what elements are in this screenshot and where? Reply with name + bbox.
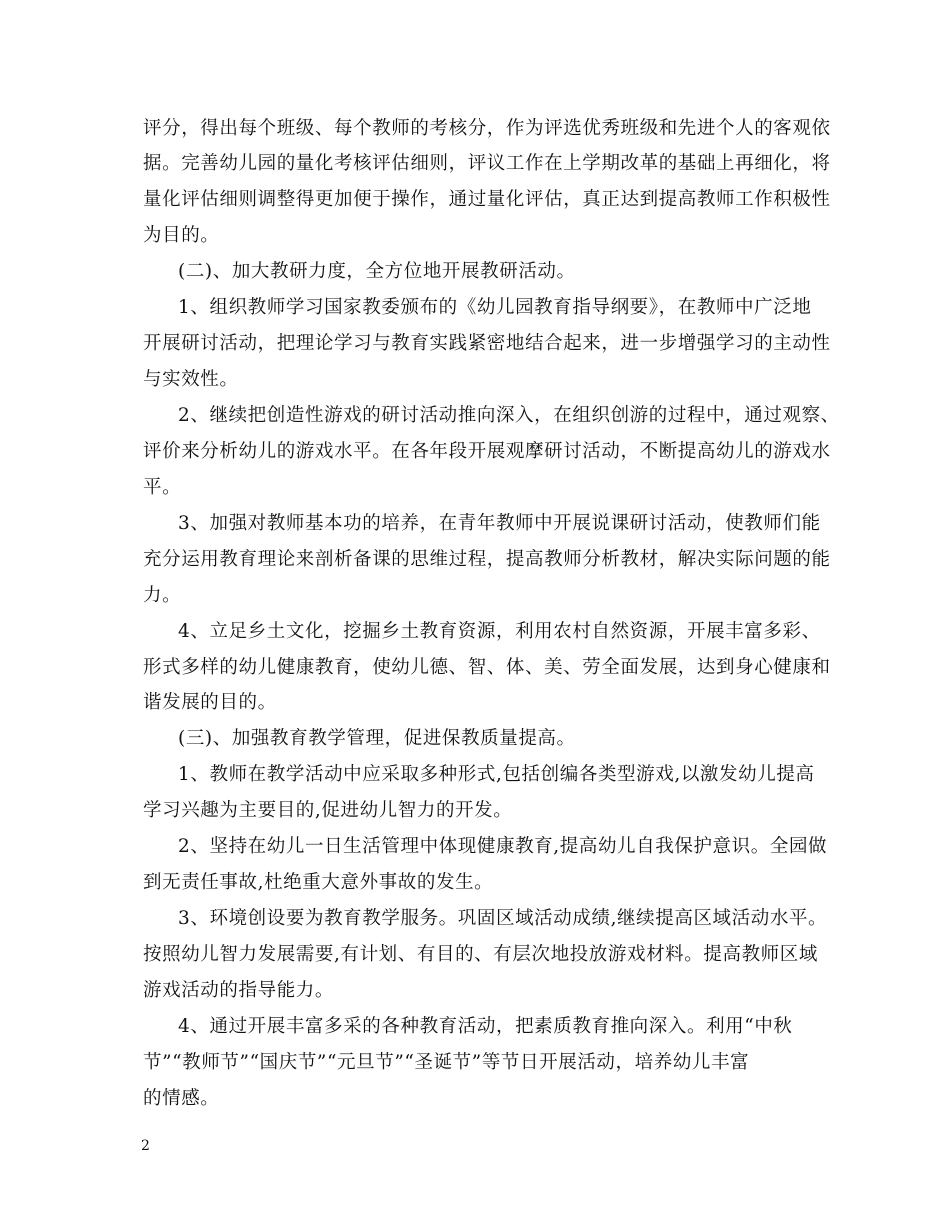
text-line: 4、立足乡土文化，挖掘乡土教育资源，利用农村自然资源，开展丰富多彩、 bbox=[178, 621, 821, 642]
text-line: 学习兴趣为主要目的,促进幼儿智力的开发。 bbox=[143, 800, 513, 821]
text-line: 2、继续把创造性游戏的研讨活动推向深入，在组织创游的过程中，通过观察、 bbox=[178, 405, 840, 426]
text-line: 节”“教师节”“国庆节”“元旦节”“圣诞节”等节日开展活动，培养幼儿丰富 bbox=[143, 1052, 750, 1073]
text-line: 1、组织教师学习国家教委颁布的《幼儿园教育指导纲要》，在教师中广泛地 bbox=[178, 297, 812, 318]
text-line: 3、环境创设要为教育教学服务。巩固区域活动成绩,继续提高区域活动水平。 bbox=[178, 908, 828, 929]
text-line: 2、坚持在幼儿一日生活管理中体现健康教育,提高幼儿自我保护意识。全园做 bbox=[178, 836, 828, 857]
text-line: 为目的。 bbox=[143, 225, 220, 246]
text-line: 形式多样的幼儿健康教育，使幼儿德、智、体、美、劳全面发展，达到身心健康和 bbox=[143, 657, 831, 678]
text-line: 4、通过开展丰富多采的各种教育活动，把素质教育推向深入。利用“中秋 bbox=[178, 1016, 793, 1037]
text-line: 的情感。 bbox=[143, 1088, 220, 1109]
text-line: 据。完善幼儿园的量化考核评估细则，评议工作在上学期改革的基础上再细化，将 bbox=[143, 153, 831, 174]
text-line: 按照幼儿智力发展需要,有计划、有目的、有层次地投放游戏材料。提高教师区域 bbox=[143, 944, 818, 965]
text-line: 评分，得出每个班级、每个教师的考核分，作为评选优秀班级和先进个人的客观依 bbox=[143, 118, 831, 139]
text-line: 与实效性。 bbox=[143, 369, 239, 390]
section-heading: (三)、加强教育教学管理，促进保教质量提高。 bbox=[178, 728, 576, 749]
text-line: 开展研讨活动，把理论学习与教育实践紧密地结合起来，进一步增强学习的主动性 bbox=[143, 333, 831, 354]
page-number: 2 bbox=[141, 1138, 150, 1154]
text-line: 3、加强对教师基本功的培养，在青年教师中开展说课研讨活动，使教师们能 bbox=[178, 513, 821, 534]
text-line: 力。 bbox=[143, 585, 182, 606]
text-line: 量化评估细则调整得更加便于操作，通过量化评估，真正达到提高教师工作积极性 bbox=[143, 189, 831, 210]
text-line: 充分运用教育理论来剖析备课的思维过程，提高教师分析教材，解决实际问题的能 bbox=[143, 549, 831, 570]
text-line: 平。 bbox=[143, 477, 182, 498]
text-line: 评价来分析幼儿的游戏水平。在各年段开展观摩研讨活动，不断提高幼儿的游戏水 bbox=[143, 441, 831, 462]
section-heading: (二)、加大教研力度，全方位地开展教研活动。 bbox=[178, 261, 576, 282]
text-line: 1、教师在教学活动中应采取多种形式,包括创编各类型游戏,以激发幼儿提高 bbox=[178, 764, 815, 785]
text-line: 到无责任事故,杜绝重大意外事故的发生。 bbox=[143, 872, 494, 893]
text-line: 谐发展的目的。 bbox=[143, 692, 277, 713]
text-line: 游戏活动的指导能力。 bbox=[143, 980, 335, 1001]
